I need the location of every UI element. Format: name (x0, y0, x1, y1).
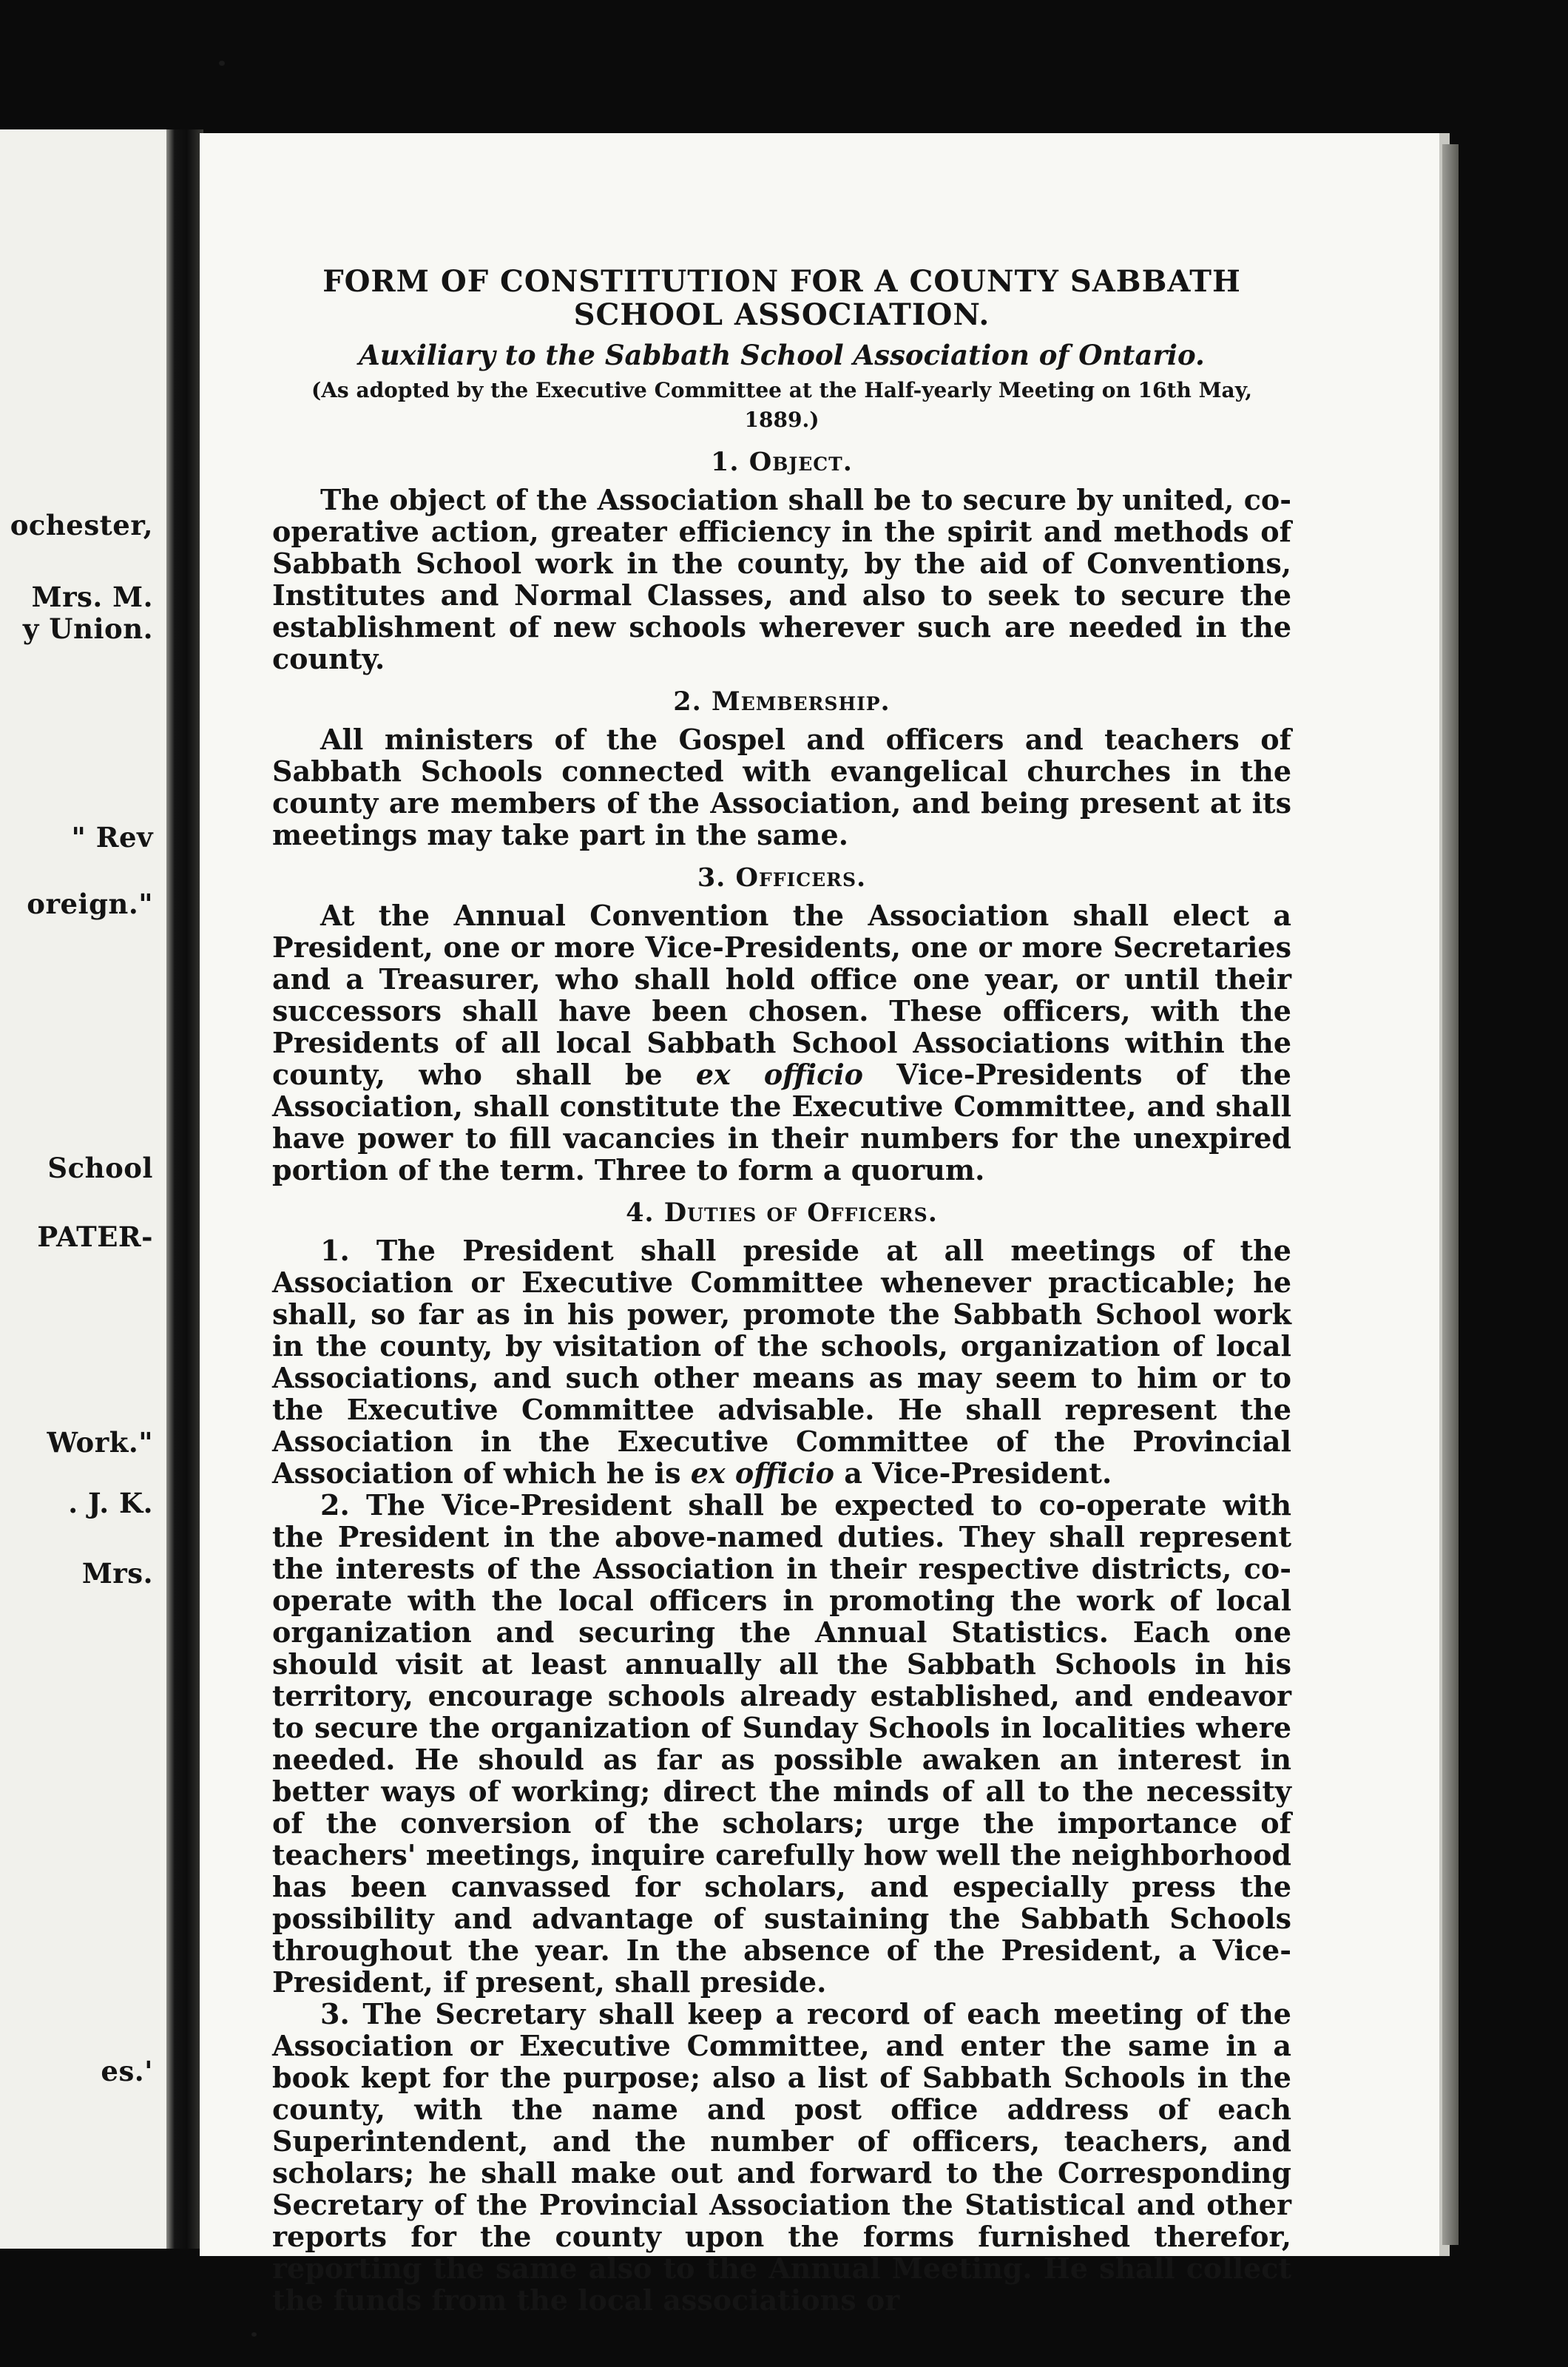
italic-phrase: ex officio (695, 1058, 863, 1091)
section-duties-of-officers (272, 1198, 1291, 2316)
left-page-text-fragment: Mrs. (81, 1557, 153, 1590)
left-page-text-fragment: oreign." (27, 888, 153, 920)
section-heading: 3. Officers. (697, 862, 867, 893)
document-subtitle: Auxiliary to the Sabbath School Association of Ontario. (359, 339, 1205, 371)
left-page-text-fragment: es.' (101, 2055, 153, 2087)
left-page-text-fragment: Work." (47, 1426, 153, 1459)
section-heading: 2. Membership. (673, 686, 891, 717)
document-body (272, 265, 1291, 2316)
document-title: FORM OF CONSTITUTION FOR A COUNTY SABBATH SCHOOL ASSOCIATION. (322, 264, 1241, 332)
left-page-text-fragment: " Rev (71, 821, 153, 854)
section-object (272, 447, 1291, 675)
scan-speck (219, 61, 225, 66)
left-page-text-fragment: School (47, 1152, 153, 1184)
italic-phrase: ex officio (690, 1456, 834, 1490)
book-spine (166, 129, 203, 2249)
scan-speck (251, 2332, 257, 2337)
section-officers (272, 862, 1291, 1186)
left-page-text-fragment: . J. K. (68, 1487, 153, 1519)
section-paragraph: At the Annual Convention the Association shall elect a President, one or more Vice-Presidents, one or more Secretaries and a Treasurer, who shall hold office one year, or until their successors shall have been chosen. These officers, with the Presidents of all local Sabbath School Associations within the county, who shall be ex officio Vice-Presidents of the Association, shall constitute the Executive Committee, and shall have power to fill vacancies in their numbers for the unexpired portion of the term. Three to form a quorum. (272, 899, 1291, 1186)
page-edge-shadow (1442, 144, 1459, 2245)
left-page-text-fragment: ochester, (10, 509, 153, 541)
section-paragraph: All ministers of the Gospel and officers and teachers of Sabbath Schools connected with evangelical churches in the county are members of the Association, and being present at its meetings may take part in the same. (272, 723, 1291, 851)
left-page-text-fragment: Mrs. M. (31, 581, 153, 613)
left-page-text-fragment: PATER- (37, 1220, 153, 1253)
section-heading: 1. Object. (711, 447, 853, 477)
section-paragraph: The object of the Association shall be to secure by united, co-operative action, greater efficiency in the spirit and methods of Sabbath School work in the county, by the aid of Conventions, Institutes and Normal Classes, and also to seek to secure the establishment of new schools wherever such are needed in the county. (272, 483, 1291, 675)
section-paragraph: 3. The Secretary shall keep a record of each meeting of the Association or Executive Committee, and enter the same in a book kept for the purpose; also a list of Sabbath Schools in the county, with the name and post office address of each Superintendent, and the number of officers, teachers, and scholars; he shall make out and forward to the Corresponding Secretary of the Provincial Association the Statistical and other reports for the county upon the forms furnished therefor, reporting the same also to the Annual Meeting. He shall collect the funds from the local associations or (272, 1997, 1291, 2317)
section-heading: 4. Duties of Officers. (626, 1198, 938, 1228)
left-page-text-fragment: y Union. (22, 612, 153, 645)
section-paragraph: 2. The Vice-President shall be expected to co-operate with the President in the above-named duties. They shall represent the interests of the Association in their respective districts, co-operate with the local officers in promoting the work of local organization and securing the Annual Statistics. Each one should visit at least annually all the Sabbath Schools in his territory, encourage schools already established, and endeavor to secure the organization of Sunday Schools in localities where needed. He should as far as possible awaken an interest in better ways of working; direct the minds of all to the necessity of the conversion of the scholars; urge the importance of teachers' meetings, inquire carefully how well the neighborhood has been canvassed for scholars, and especially press the possibility and advantage of sustaining the Sabbath Schools throughout the year. In the absence of the President, a Vice-President, if present, shall preside. (272, 1488, 1291, 1999)
previous-page-fragment (0, 129, 166, 2249)
section-membership (272, 686, 1291, 851)
section-paragraph: 1. The President shall preside at all meetings of the Association or Executive Committee whenever practicable; he shall, so far as in his power, promote the Sabbath School work in the county, by visitation of the schools, organization of local Associations, and such other means as may seem to him or to the Executive Committee advisable. He shall represent the Association in the Executive Committee of the Provincial Association of which he is ex officio a Vice-President. (272, 1234, 1291, 1490)
adoption-note: (As adopted by the Executive Committee at the Half-yearly Meeting on 16th May, 1889.) (311, 378, 1253, 432)
